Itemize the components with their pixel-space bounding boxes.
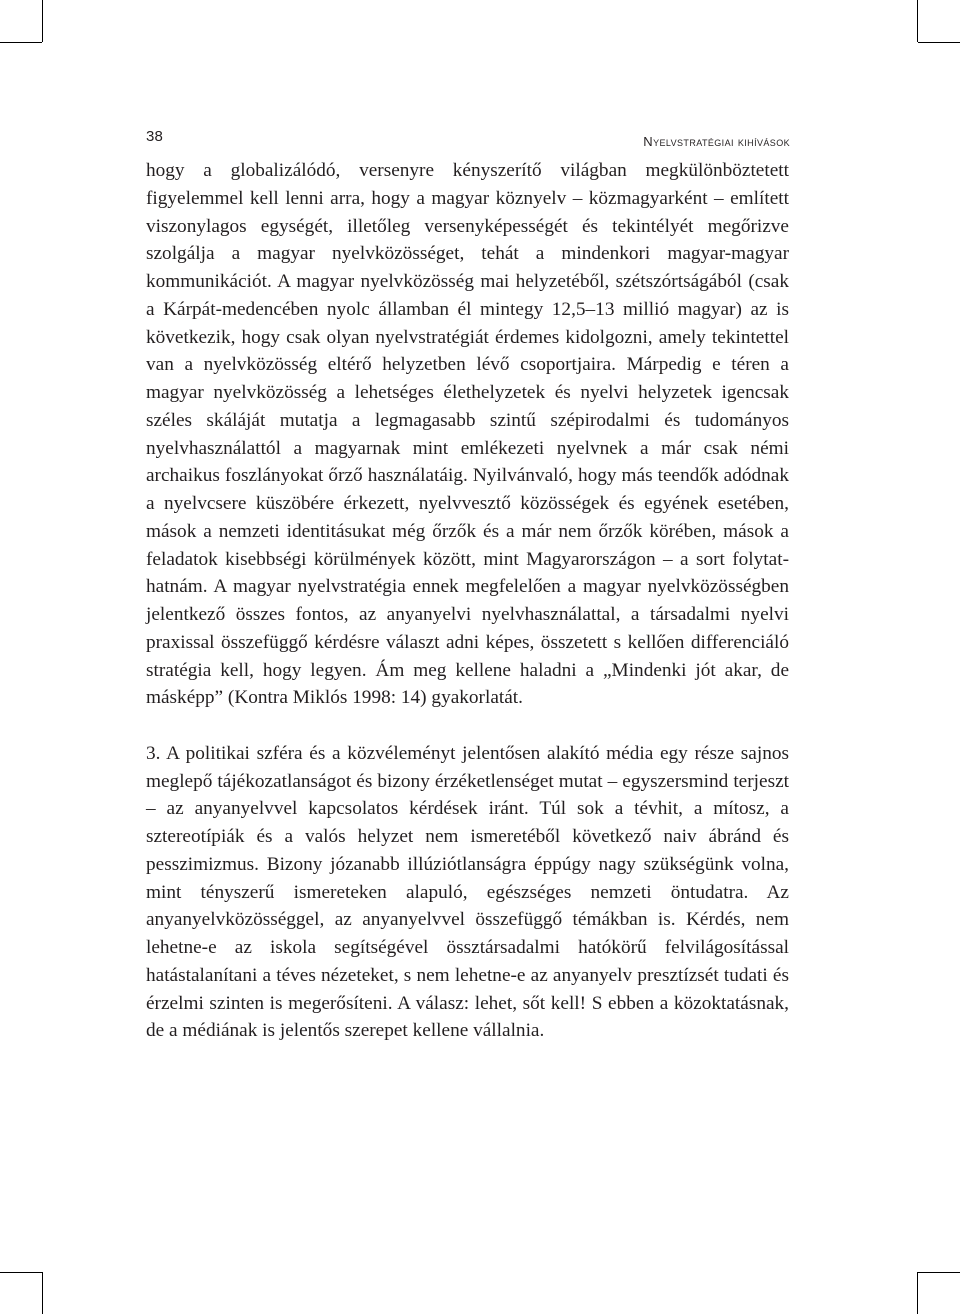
- crop-mark-top-right: [917, 0, 918, 42]
- crop-mark-right-bottom: [918, 1272, 960, 1273]
- paragraph: 3. A politikai szféra és a közvéleményt jelentősen alakító média egy része sajnos meglepő tájékozatlanságot és bizony érzéketlenséget mutat – egyszersmind terjeszt – az anyanyelvvel kapcsolatos kérdések iránt. Túl sok a tévhit, a mítosz, a sztereotípiák és a valós helyzet nem ismeretéből következő naiv ábránd és pesszimizmus. Bizony józanabb illúziótlanságra éppúgy nagy szükségünk volna, mint tényszerű ismereteken alapuló, egészséges nemzeti öntudatra. Az anyanyelvközösséggel, az anyanyelvvel összefüggő témákban is. Kérdés, nem lehetne-e az iskola segítségével össztársadalmi hatókörű felvilágosítással hatástalanítani a téves nézeteket, s nem lehetne-e az anyanyelv presztízsét tudati és érzelmi szinten is megerősíteni. A válasz: lehet, sőt kell! S ebben a közoktatásnak, de a médiának is jelentős szerepet kellene vállalnia.: [146, 742, 789, 1042]
- body-text: [146, 157, 789, 1045]
- running-head: Nyelvstratégiai kihívások: [643, 134, 790, 149]
- crop-mark-bottom-right: [917, 1272, 918, 1314]
- page-number: 38: [146, 128, 164, 145]
- paragraph: hogy a globalizálódó, versenyre kényszerítő világban megkülönböztetett figyelemmel kell lenni arra, hogy a magyar köznyelv – közmagyarként – említett viszonylagos egységét, illetőleg versenyképességét és tekintélyét megőrizve szolgálja a magyar nyelvközösséget, tehát a mindenkori magyar-magyar kommunikációt. A magyar nyelvközösség mai helyzetéből, szétszórtságából (csak a Kárpát-medencében nyolc államban él mintegy 12,5–13 millió magyar) az is következik, hogy csak olyan nyelvstratégiát érdemes kidolgozni, amely tekintettel van a nyelvközösség eltérő helyzetben lévő csoportjaira. Márpedig e téren a magyar nyelvközösség a lehetséges élethelyzetek és nyelvi helyzetek igencsak széles skáláját mutatja a legmagasabb szintű szépirodalmi és tudományos nyelvhasználattól a magyarnak mint emlékezeti nyelvnek a már csak némi archaikus foszlányokat őrző használatáig. Nyilvánvaló, hogy más teendők adódnak a nyelvcsere küszöbére érkezett, nyelvvesztő közösségek és egyének esetében, mások a nemzeti identitásukat még őrzők és a már nem őrzők körében, mások a feladatok kisebbségi körülmények között, mint Magyarországon – a sort folytathatnám. A magyar nyelvstratégia ennek megfelelően a magyar nyelvközösségben jelentkező összes fontos, az anyanyelvi nyelvhasználattal, a társadalmi nyelvi praxissal összefüggő kérdésre választ adni képes, összetett s kellően differenciáló stratégia kell, hogy legyen. Ám meg kellene haladni a „Mindenki jót akar, de másképp” (Kontra Miklós 1998: 14) gyakorlatát.: [146, 160, 789, 709]
- crop-mark-left-top: [0, 42, 42, 43]
- crop-mark-right-top: [918, 42, 960, 43]
- crop-mark-left-bottom: [0, 1272, 42, 1273]
- crop-mark-top-left: [42, 0, 43, 42]
- crop-mark-bottom-left: [42, 1272, 43, 1314]
